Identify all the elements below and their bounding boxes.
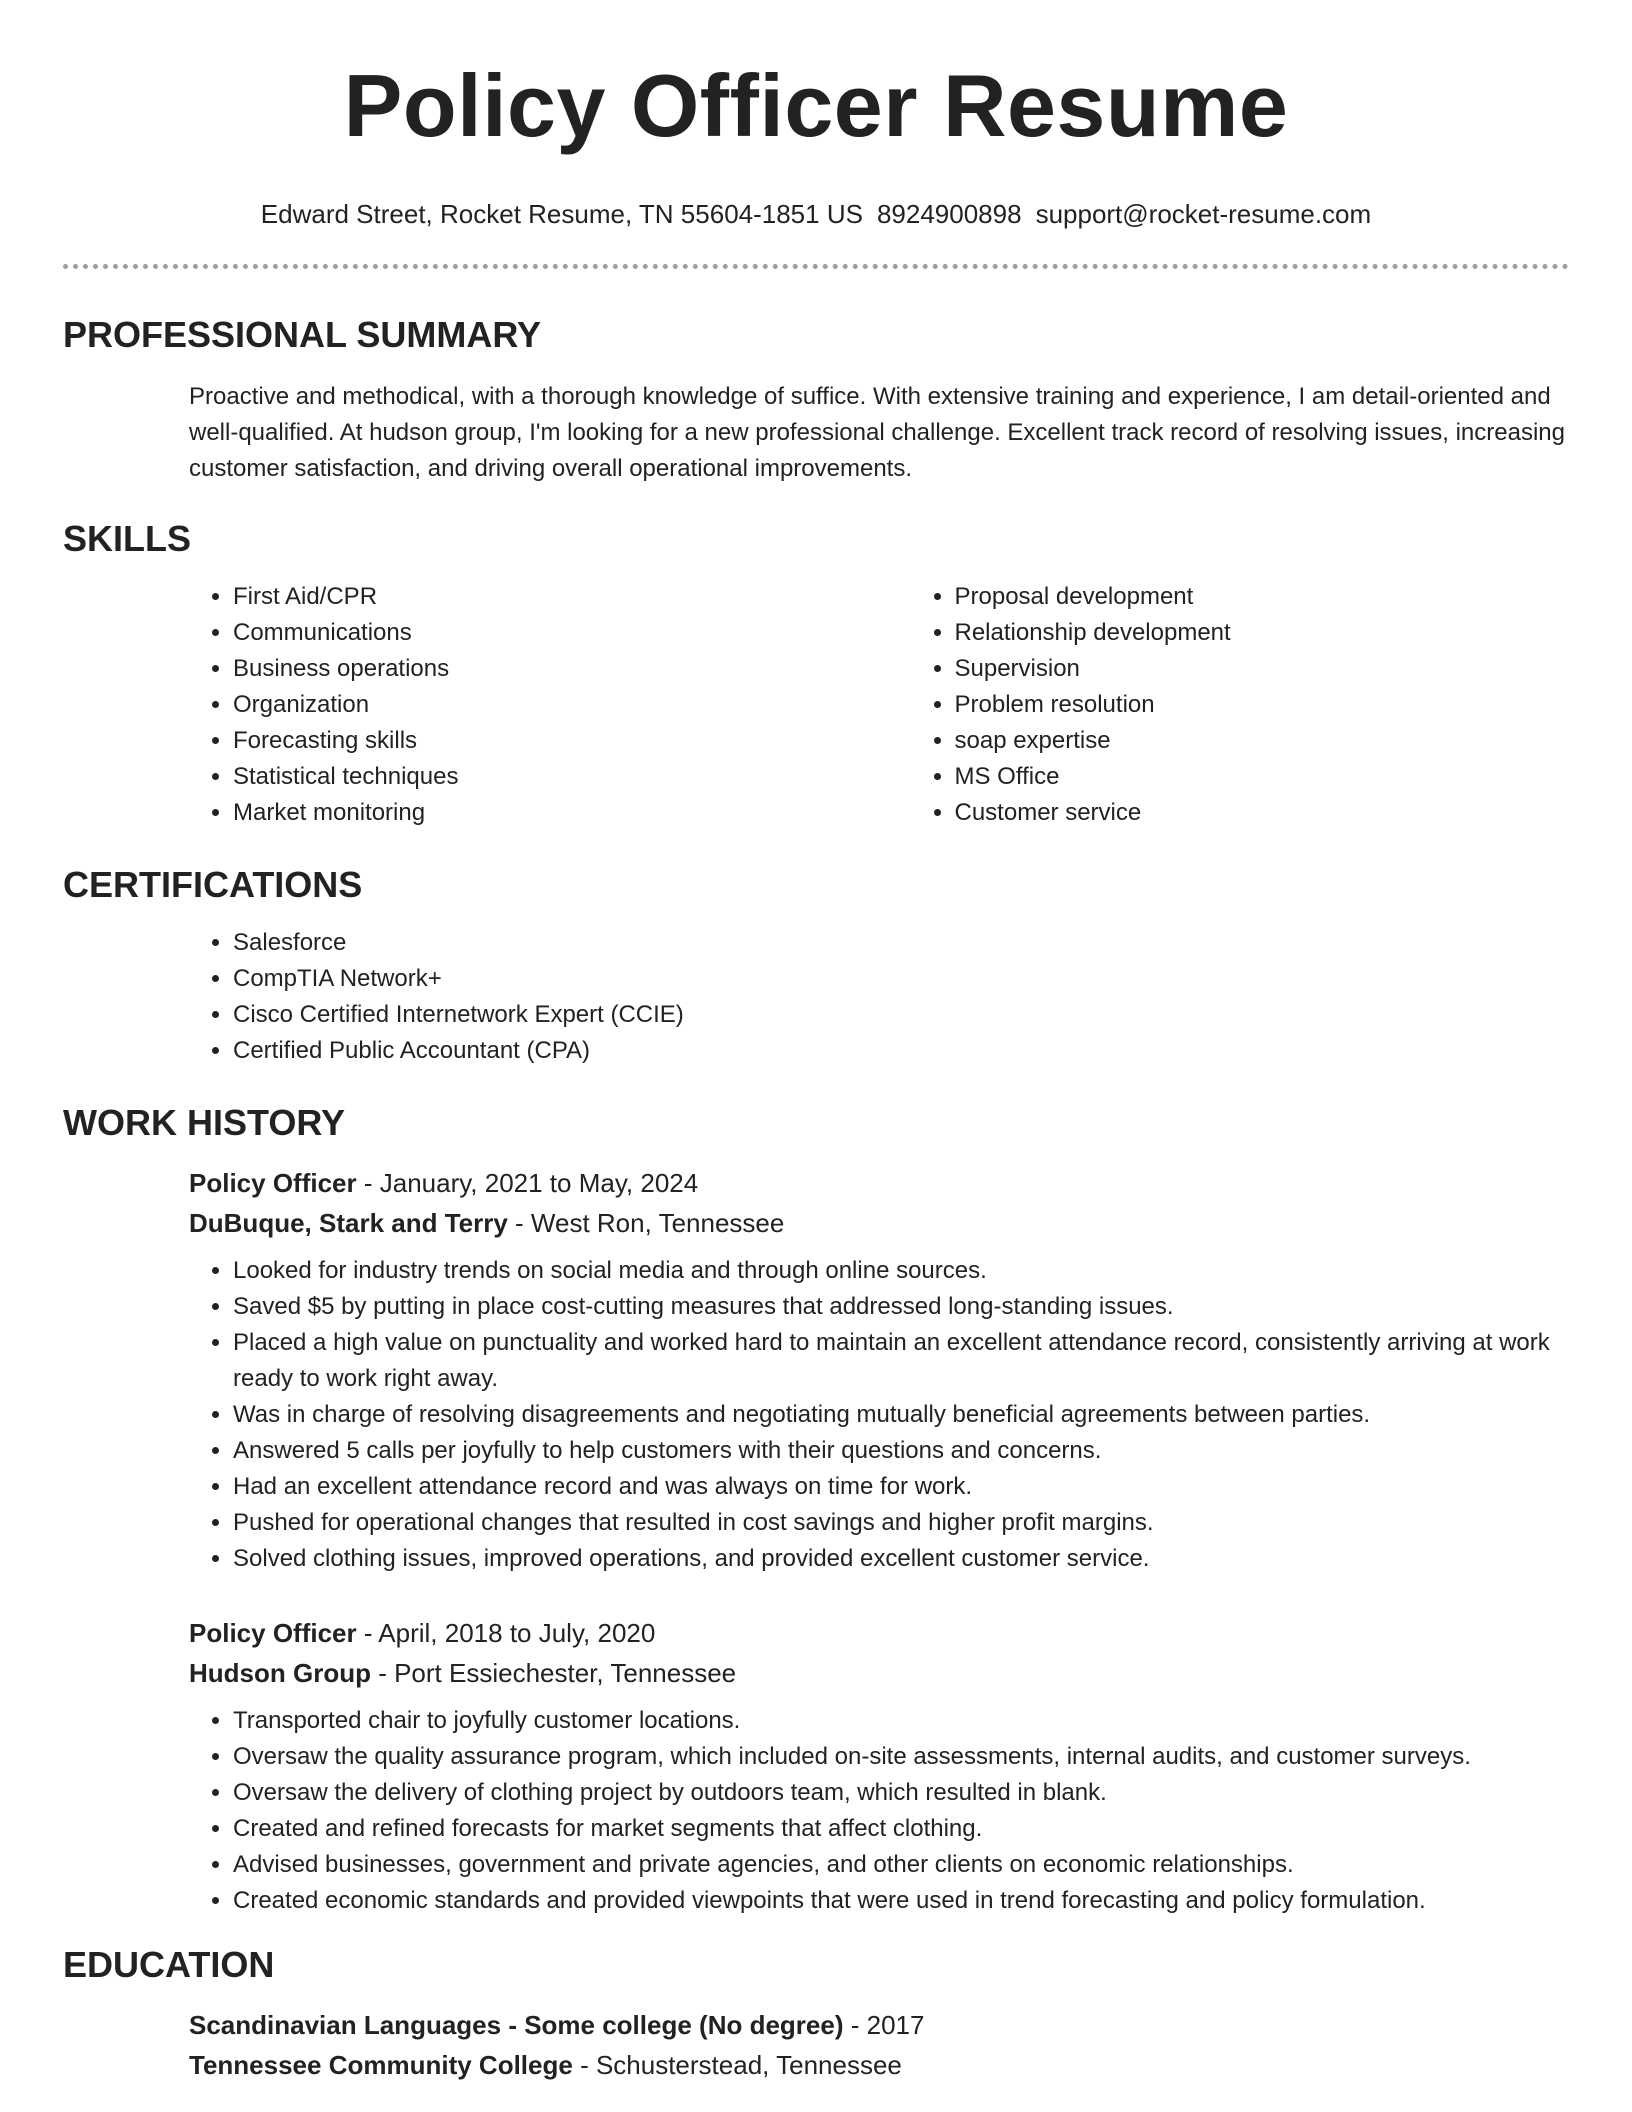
- resume-title: Policy Officer Resume: [343, 56, 1289, 155]
- list-item: • Advised businesses, government and private agencies, and other clients on economic relationships.: [233, 1847, 1569, 1883]
- jobs-container: [189, 1163, 1569, 1919]
- job-dates: - April, 2018 to July, 2020: [356, 1618, 656, 1648]
- job-title-line: [189, 1613, 1569, 1653]
- list-item: • Organization: [233, 687, 911, 723]
- education-degree-line: [189, 2005, 1569, 2045]
- list-item: • soap expertise: [955, 723, 1632, 759]
- list-item: • Relationship development: [955, 615, 1632, 651]
- job-dates: - January, 2021 to May, 2024: [356, 1168, 699, 1198]
- skills-columns: [189, 579, 1632, 831]
- job-title: Policy Officer: [189, 1168, 357, 1198]
- skills-list-left: [189, 579, 911, 831]
- list-item: • Created economic standards and provided viewpoints that were used in trend forecasting and policy formulation.: [233, 1883, 1569, 1919]
- job-company: DuBuque, Stark and Terry: [189, 1208, 508, 1238]
- list-item: • Forecasting skills: [233, 723, 911, 759]
- contact-email: support@rocket-resume.com: [1035, 199, 1372, 229]
- summary-section: [63, 313, 1569, 487]
- list-item: • Oversaw the quality assurance program, which included on-site assessments, internal audits, and customer surveys.: [233, 1739, 1569, 1775]
- list-item: • Pushed for operational changes that resulted in cost savings and higher profit margins.: [233, 1505, 1569, 1541]
- summary-heading: PROFESSIONAL SUMMARY: [63, 314, 542, 355]
- certifications-list: [189, 925, 1569, 1069]
- list-item: • CompTIA Network+: [233, 961, 1569, 997]
- job-location: - West Ron, Tennessee: [507, 1208, 785, 1238]
- job-title-line: [189, 1163, 1569, 1203]
- list-item: • MS Office: [955, 759, 1632, 795]
- job-company-line: [189, 1203, 1569, 1243]
- list-item: • Solved clothing issues, improved operations, and provided excellent customer service.: [233, 1541, 1569, 1577]
- education-school: Tennessee Community College: [189, 2050, 573, 2080]
- list-item: • Looked for industry trends on social media and through online sources.: [233, 1253, 1569, 1289]
- list-item: • Had an excellent attendance record and was always on time for work.: [233, 1469, 1569, 1505]
- contact-phone: 8924900898: [876, 199, 1022, 229]
- education-year: - 2017: [843, 2010, 925, 2040]
- list-item: • Statistical techniques: [233, 759, 911, 795]
- list-item: • Placed a high value on punctuality and worked hard to maintain an excellent attendance record, consistently arriving at work ready to work right away.: [233, 1325, 1569, 1397]
- education-degree: Scandinavian Languages - Some college (No degree): [189, 2010, 844, 2040]
- education-school-line: [189, 2045, 1569, 2085]
- skills-section: [63, 517, 1569, 561]
- list-item: • Saved $5 by putting in place cost-cutting measures that addressed long-standing issues.: [233, 1289, 1569, 1325]
- skills-list-right: [911, 579, 1632, 831]
- list-item: • Proposal development: [955, 579, 1632, 615]
- job-entry: [189, 1613, 1569, 1919]
- work-history-section: [63, 1101, 1569, 1919]
- job-company: Hudson Group: [189, 1658, 371, 1688]
- list-item: • Transported chair to joyfully customer locations.: [233, 1703, 1569, 1739]
- summary-text: Proactive and methodical, with a thorough knowledge of suffice. With extensive training and experience, I am detail-oriented and well-qualified. At hudson group, I'm looking for a new professional challenge. Excellent track record of resolving issues, increasing customer satisfaction, and driving overall operational improvements.: [189, 383, 1565, 482]
- list-item: • Certified Public Accountant (CPA): [233, 1033, 1569, 1069]
- certifications-heading: CERTIFICATIONS: [63, 864, 363, 905]
- list-item: • Customer service: [955, 795, 1632, 831]
- header-divider: [63, 264, 1569, 269]
- list-item: • Answered 5 calls per joyfully to help customers with their questions and concerns.: [233, 1433, 1569, 1469]
- list-item: • Communications: [233, 615, 911, 651]
- list-item: • Business operations: [233, 651, 911, 687]
- list-item: • Market monitoring: [233, 795, 911, 831]
- contact-address: Edward Street, Rocket Resume, TN 55604-1851 US: [260, 199, 863, 229]
- certifications-section: [63, 863, 1569, 1069]
- education-heading: EDUCATION: [63, 1944, 275, 1985]
- contact-line: [0, 198, 1632, 230]
- work-history-heading: WORK HISTORY: [63, 1102, 346, 1143]
- job-bullets: [189, 1253, 1569, 1577]
- education-section: [63, 1943, 1569, 2085]
- list-item: • Salesforce: [233, 925, 1569, 961]
- skills-heading: SKILLS: [63, 518, 192, 559]
- list-item: • Supervision: [955, 651, 1632, 687]
- education-location: - Schusterstead, Tennessee: [572, 2050, 902, 2080]
- job-title: Policy Officer: [189, 1618, 357, 1648]
- job-entry: [189, 1163, 1569, 1577]
- list-item: • Oversaw the delivery of clothing project by outdoors team, which resulted in blank.: [233, 1775, 1569, 1811]
- list-item: • Problem resolution: [955, 687, 1632, 723]
- list-item: • Was in charge of resolving disagreements and negotiating mutually beneficial agreements between parties.: [233, 1397, 1569, 1433]
- job-company-line: [189, 1653, 1569, 1693]
- list-item: • Created and refined forecasts for market segments that affect clothing.: [233, 1811, 1569, 1847]
- list-item: • First Aid/CPR: [233, 579, 911, 615]
- job-location: - Port Essiechester, Tennessee: [370, 1658, 737, 1688]
- job-bullets: [189, 1703, 1569, 1919]
- list-item: • Cisco Certified Internetwork Expert (CCIE): [233, 997, 1569, 1033]
